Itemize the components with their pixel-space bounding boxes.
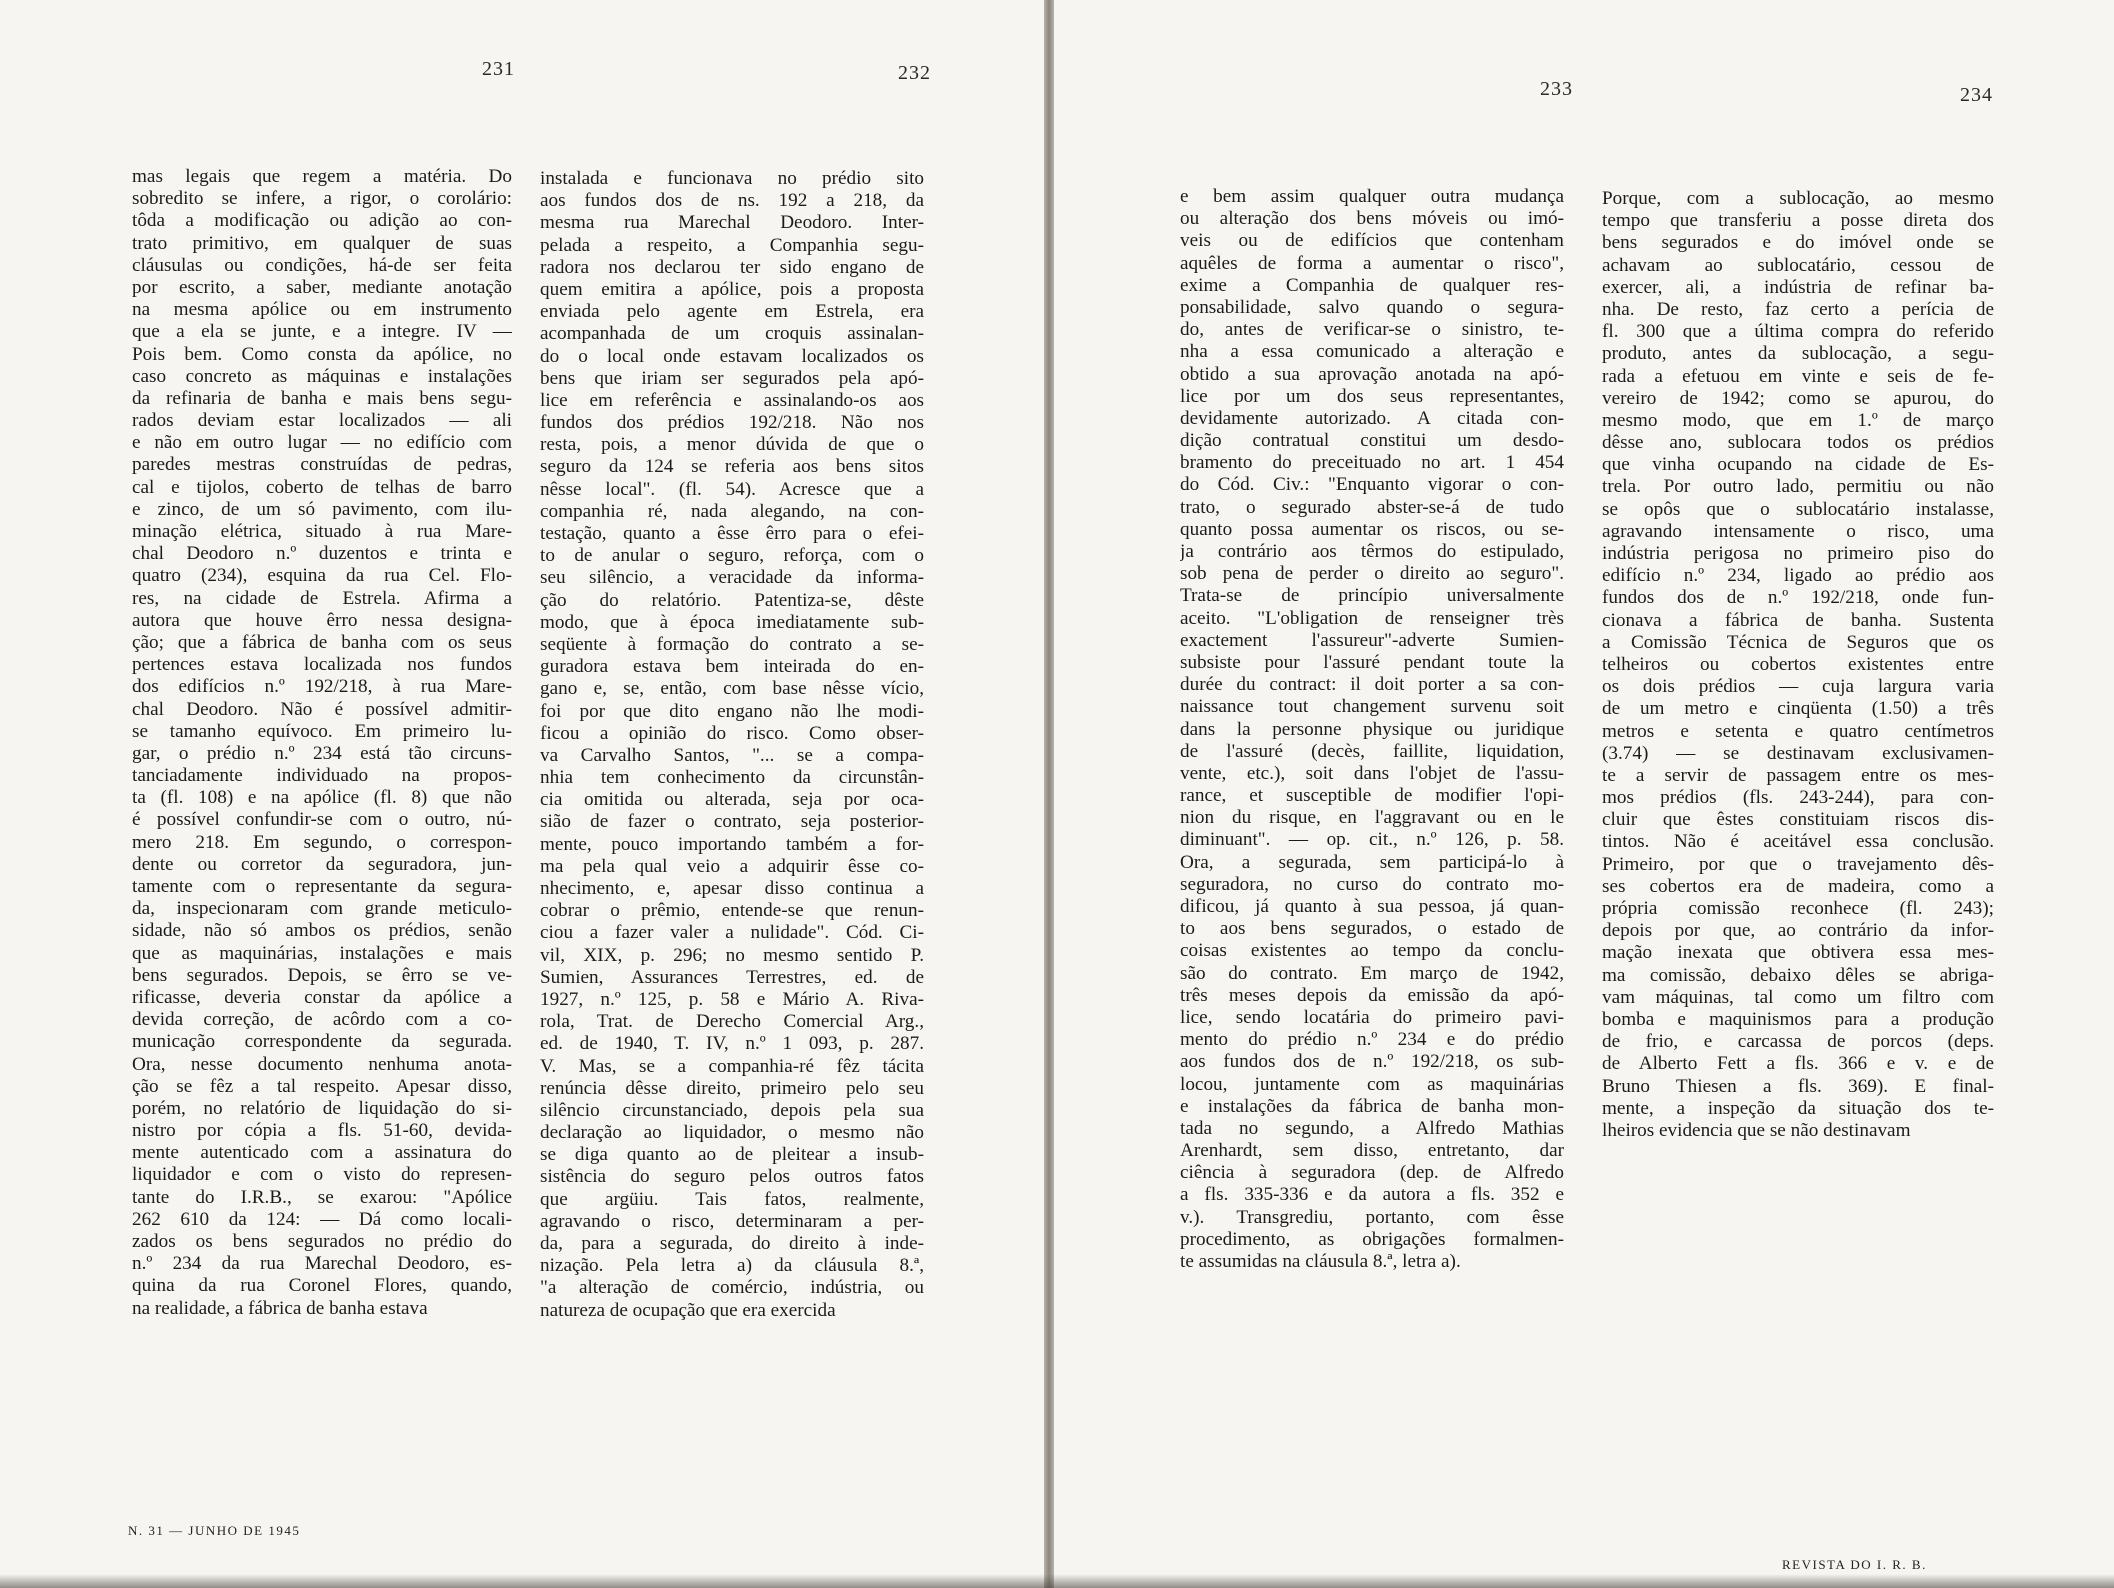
text-line: é possível confundir-se com o outro, nú- xyxy=(132,809,512,831)
text-line: municação correspondente da segurada. xyxy=(132,1031,512,1053)
text-line: dente ou corretor da seguradora, jun- xyxy=(132,853,512,875)
text-line: porém, no relatório de liquidação do si- xyxy=(132,1097,512,1119)
text-line: zados os bens segurados no prédio do xyxy=(132,1231,512,1252)
text-line: mente autenticado com a assinatura do xyxy=(132,1142,512,1164)
text-line: modo, que à época imediatamente sub- xyxy=(540,611,924,633)
text-line: ses cobertos era de madeira, como a xyxy=(1602,875,1994,897)
text-line: nha a essa comunicado a alteração e xyxy=(1180,341,1564,363)
text-line: sob pena de perder o direito ao seguro". xyxy=(1180,563,1564,585)
text-line: lice, sendo locatária do primeiro pavi- xyxy=(1180,1006,1564,1028)
column-paragraph xyxy=(1602,188,1994,1142)
text-line: pertences estava localizada nos fundos xyxy=(132,654,512,676)
text-line: "a alteração de comércio, indústria, ou xyxy=(540,1277,924,1299)
text-line: vente, etc.), soit dans l'objet de l'assu- xyxy=(1180,762,1564,784)
text-line: na realidade, a fábrica de banha estava xyxy=(132,1297,428,1319)
text-line: mento do prédio n.º 234 e do prédio xyxy=(1180,1029,1564,1051)
text-line: 1927, n.º 125, p. 58 e Mário A. Riva- xyxy=(540,988,924,1010)
text-line: devidamente autorizado. A citada con- xyxy=(1180,407,1564,429)
text-line: Porque, com a sublocação, ao mesmo xyxy=(1602,188,1994,209)
text-line: tamente com o representante da segura- xyxy=(132,876,512,897)
text-line: Sumien, Assurances Terrestres, ed. de xyxy=(540,966,924,988)
page-number-232: 232 xyxy=(898,62,931,84)
column-paragraph xyxy=(1180,186,1564,1273)
text-line: a fls. 335-336 e da autora a fls. 352 e xyxy=(1180,1184,1564,1206)
text-line: vereiro de 1942; como se apurou, do xyxy=(1602,387,1994,409)
text-line: Ora, nesse documento nenhuma anota- xyxy=(132,1053,512,1075)
text-line: lice por um dos seus representantes, xyxy=(1180,385,1564,407)
text-line: 262 610 da 124: — Dá como locali- xyxy=(132,1208,512,1230)
text-line: ja contrário aos têrmos do estipulado, xyxy=(1180,541,1564,562)
text-line: diminuant". — op. cit., n.º 126, p. 58. xyxy=(1180,829,1564,851)
text-line: mesma rua Marechal Deodoro. Inter- xyxy=(540,212,924,234)
text-line: de l'assuré (decès, faillite, liquidation, xyxy=(1180,740,1564,762)
text-line: ou alteração dos bens móveis ou imó- xyxy=(1180,208,1564,230)
text-line: subsiste pour l'assuré pendant toute la xyxy=(1180,651,1564,673)
text-line: cobrar o prêmio, entende-se que renun- xyxy=(540,900,924,922)
text-line: mero 218. Em segundo, o correspon- xyxy=(132,831,512,853)
text-line: edifício n.º 234, ligado ao prédio aos xyxy=(1602,565,1994,587)
text-column-3 xyxy=(1180,186,1564,1273)
text-line: produto, antes da sublocação, a segu- xyxy=(1602,343,1994,365)
text-line: a Comissão Técnica de Seguros que os xyxy=(1602,631,1994,653)
text-line: da, inspecionaram com grande meticulo- xyxy=(132,898,512,920)
text-line: V. Mas, se a companhia-ré fêz tácita xyxy=(540,1055,924,1077)
text-line: agravando o risco, determinaram a per- xyxy=(540,1210,924,1232)
text-line: nha. De resto, faz certo a perícia de xyxy=(1602,298,1994,320)
text-line: Ora, a segurada, sem participá-lo à xyxy=(1180,851,1564,873)
text-line: aos fundos dos de ns. 192 a 218, da xyxy=(540,190,924,212)
text-line: seu silêncio, a veracidade da informa- xyxy=(540,567,924,589)
text-line: minação elétrica, situado à rua Mare- xyxy=(132,521,512,542)
text-line: telheiros ou cobertos existentes entre xyxy=(1602,653,1994,675)
text-line: mação inexata que obtivera essa mes- xyxy=(1602,942,1994,964)
text-line: lice em referência e assinalando-os aos xyxy=(540,389,924,411)
text-line: achavam ao sublocatário, cessou de xyxy=(1602,254,1994,276)
text-line: da refinaria de banha e mais bens segu- xyxy=(132,387,512,409)
text-line: cláusulas ou condições, há-de ser feita xyxy=(132,254,512,276)
text-line: se opôs que o sublocatário instalasse, xyxy=(1602,498,1994,520)
text-line: vil, XIX, p. 296; no mesmo sentido P. xyxy=(540,944,924,966)
page-number-231: 231 xyxy=(482,58,515,80)
text-line: vam máquinas, tal como um filtro com xyxy=(1602,986,1994,1008)
text-line: declaração ao liquidador, o mesmo não xyxy=(540,1122,924,1144)
page-number-233: 233 xyxy=(1540,78,1573,100)
bottom-edge-shadow xyxy=(0,1574,2114,1588)
text-line: ed. de 1940, T. IV, n.º 1 093, p. 287. xyxy=(540,1033,924,1055)
text-line: na mesma apólice ou em instrumento xyxy=(132,299,512,321)
text-line: bens segurados. Depois, se êrro se ve- xyxy=(132,964,512,986)
text-line: rola, Trat. de Derecho Comercial Arg., xyxy=(540,1011,924,1033)
text-line: durée du contract: il doit porter a sa con- xyxy=(1180,674,1564,696)
text-line: trato primitivo, em qualquer de suas xyxy=(132,232,512,254)
text-line: trato, o segurado abster-se-á de tudo xyxy=(1180,496,1564,518)
text-line: dificou, já quanto à sua pessoa, já quan- xyxy=(1180,896,1564,917)
text-line: agravando intensamente o risco, uma xyxy=(1602,520,1994,542)
text-line: ponsabilidade, salvo quando o segura- xyxy=(1180,296,1564,318)
text-line: radora nos declarou ter sido engano de xyxy=(540,256,924,278)
text-column-2 xyxy=(540,168,924,1322)
text-line: ma pela qual veio a adquirir êsse co- xyxy=(540,855,924,877)
text-line: sistência do seguro pelos outros fatos xyxy=(540,1166,924,1188)
page-gutter xyxy=(1044,0,1054,1588)
text-line: seqüente à formação do contrato a se- xyxy=(540,633,924,655)
column-paragraph xyxy=(540,168,924,1322)
footer-journal: REVISTA DO I. R. B. xyxy=(1782,1557,1927,1572)
text-line: sidade, não só ambos os prédios, senão xyxy=(132,920,512,942)
text-line: Trata-se de princípio universalmente xyxy=(1180,585,1564,607)
text-line: dêsse ano, sublocara todos os prédios xyxy=(1602,432,1994,454)
text-line: rance, et susceptible de modifier l'opi- xyxy=(1180,785,1564,807)
text-line: bens que iriam ser segurados pela apó- xyxy=(540,367,924,389)
text-line: os dois prédios — cuja largura varia xyxy=(1602,676,1994,698)
text-line: aquêles de forma a aumentar o risco", xyxy=(1180,252,1564,274)
text-line: rada a efetuou em vinte e seis de fe- xyxy=(1602,365,1994,387)
text-line: metros e setenta e quatro centímetros xyxy=(1602,720,1994,742)
text-line: quatro (234), esquina da rua Cel. Flo- xyxy=(132,565,512,587)
text-line: de frio, e carcassa de porcos (deps. xyxy=(1602,1031,1994,1053)
text-line: nização. Pela letra a) da cláusula 8.ª, xyxy=(540,1255,924,1277)
text-line: trela. Por outro lado, permitiu ou não xyxy=(1602,476,1994,498)
text-line: aos fundos dos de n.º 192/218, os sub- xyxy=(1180,1051,1564,1073)
text-line: tante do I.R.B., se exarou: "Apólice xyxy=(132,1186,512,1208)
text-line: chal Deodoro. Não é possível admitir- xyxy=(132,698,512,720)
text-line: foi por que dito engano não lhe modi- xyxy=(540,700,924,722)
text-line: te a servir de passagem entre os mes- xyxy=(1602,764,1994,786)
text-line: devida correção, de acôrdo com a co- xyxy=(132,1009,512,1031)
text-line: ficou a opinião do risco. Como obser- xyxy=(540,722,924,744)
text-line: to aos bens segurados, o estado de xyxy=(1180,918,1564,940)
text-line: do o local onde estavam localizados os xyxy=(540,345,924,367)
text-line: exercer, ali, a indústria de refinar ba- xyxy=(1602,276,1994,298)
text-line: indústria perigosa no primeiro piso do xyxy=(1602,543,1994,564)
text-line: lheiros evidencia que se não destinavam xyxy=(1602,1119,1911,1141)
text-line: ção se fêz a tal respeito. Apesar disso, xyxy=(132,1075,512,1097)
text-line: autora que houve êrro nessa designa- xyxy=(132,609,512,631)
text-line: dição contratual constitui um desdo- xyxy=(1180,430,1564,452)
text-line: nhia tem conhecimento da circunstân- xyxy=(540,767,924,789)
text-line: fundos dos prédios 192/218. Não nos xyxy=(540,412,924,434)
text-line: depois por que, ao contrário da infor- xyxy=(1602,920,1994,942)
text-line: obtido a sua aprovação anotada na apó- xyxy=(1180,363,1564,385)
text-line: v.). Transgrediu, portanto, com êsse xyxy=(1180,1206,1564,1228)
text-line: n.º 234 da rua Marechal Deodoro, es- xyxy=(132,1253,512,1275)
text-line: tôda a modificação ou adição ao con- xyxy=(132,210,512,232)
text-line: ciou a fazer valer a nulidade". Cód. Ci- xyxy=(540,922,924,944)
text-line: companhia ré, nada alegando, na con- xyxy=(540,500,924,522)
text-line: renúncia dêsse direito, primeiro pelo seu xyxy=(540,1077,924,1099)
text-line: própria comissão reconhece (fl. 243); xyxy=(1602,898,1994,919)
text-line: resta, pois, a menor dúvida de que o xyxy=(540,434,924,456)
text-line: de um metro e cinqüenta (1.50) a três xyxy=(1602,698,1994,720)
text-line: e zinco, de um só pavimento, com ilu- xyxy=(132,498,512,520)
text-line: procedimento, as obrigações formalmen- xyxy=(1180,1228,1564,1250)
text-line: pelada a respeito, a Companhia segu- xyxy=(540,234,924,256)
text-line: res, na cidade de Estrela. Afirma a xyxy=(132,587,512,609)
text-line: se tamanho equívoco. Em primeiro lu- xyxy=(132,720,512,742)
text-line: cluir que êstes constituiam riscos dis- xyxy=(1602,809,1994,831)
text-line: veis ou de edifícios que contenham xyxy=(1180,230,1564,252)
text-line: seguro da 124 se referia aos bens sitos xyxy=(540,456,924,478)
text-line: e bem assim qualquer outra mudança xyxy=(1180,186,1564,207)
text-line: aceito. "L'obligation de renseigner très xyxy=(1180,607,1564,629)
text-line: instalada e funcionava no prédio sito xyxy=(540,168,924,189)
text-line: tempo que transferiu a posse direta dos xyxy=(1602,210,1994,232)
text-line: cionava a fábrica de banha. Sustenta xyxy=(1602,609,1994,631)
text-line: caso concreto as máquinas e instalações xyxy=(132,365,512,387)
text-line: naissance tout changement survenu soit xyxy=(1180,696,1564,718)
text-line: cia omitida ou alterada, seja por oca- xyxy=(540,789,924,811)
text-line: tintos. Não é aceitável essa conclusão. xyxy=(1602,831,1994,853)
text-line: gar, o prédio n.º 234 está tão circuns- xyxy=(132,742,512,764)
text-line: bomba e maquinismos para a produção xyxy=(1602,1008,1994,1030)
text-line: mesmo modo, que em 1.º de março xyxy=(1602,409,1994,431)
page-number-234: 234 xyxy=(1960,84,1993,106)
footer-issue: N. 31 — JUNHO DE 1945 xyxy=(128,1523,301,1538)
text-line: coisas existentes ao tempo da conclu- xyxy=(1180,940,1564,962)
text-line: va Carvalho Santos, "... se a compa- xyxy=(540,744,924,766)
text-line: ta (fl. 108) e na apólice (fl. 8) que não xyxy=(132,787,512,809)
text-line: são do contrato. Em março de 1942, xyxy=(1180,962,1564,984)
text-line: fl. 300 que a última compra do referido xyxy=(1602,321,1994,343)
text-line: três meses depois da emissão da apó- xyxy=(1180,984,1564,1006)
text-line: enviada pelo agente em Estrela, era xyxy=(540,301,924,323)
text-line: mente, a inspeção da situação dos te- xyxy=(1602,1097,1994,1119)
text-line: que as maquinárias, instalações e mais xyxy=(132,942,512,964)
text-line: ma comissão, debaixo dêles se abriga- xyxy=(1602,964,1994,986)
text-line: ção do relatório. Patentiza-se, dêste xyxy=(540,589,924,611)
text-line: do, antes de verificar-se o sinistro, te- xyxy=(1180,319,1564,341)
text-line: bens segurados e do imóvel onde se xyxy=(1602,232,1994,254)
text-line: que a ela se junte, e a integre. IV — xyxy=(132,321,512,343)
text-line: mas legais que regem a matéria. Do xyxy=(132,166,512,187)
text-line: Primeiro, por que o travejamento dês- xyxy=(1602,853,1994,875)
text-line: ção; que a fábrica de banha com os seus xyxy=(132,631,512,653)
text-line: liquidador e com o visto do represen- xyxy=(132,1164,512,1186)
text-line: de Alberto Fett a fls. 366 e v. e de xyxy=(1602,1053,1994,1075)
text-line: (3.74) — se destinavam exclusivamen- xyxy=(1602,742,1994,764)
text-line: sobredito se infere, a rigor, o corolário: xyxy=(132,188,512,210)
text-line: nion du risque, en l'aggravant ou en le xyxy=(1180,807,1564,829)
text-line: exime a Companhia de qualquer res- xyxy=(1180,274,1564,296)
text-line: e não em outro lugar — no edifício com xyxy=(132,432,512,454)
text-line: Bruno Thiesen a fls. 369). E final- xyxy=(1602,1075,1994,1097)
text-line: da, para a segurada, do direito à inde- xyxy=(540,1233,924,1254)
text-line: locou, juntamente com as maquinárias xyxy=(1180,1073,1564,1095)
text-line: dans la personne physique ou juridique xyxy=(1180,718,1564,740)
text-column-1 xyxy=(132,166,512,1320)
text-line: exactement l'assureur"-adverte Sumien- xyxy=(1180,629,1564,651)
text-line: mos prédios (fls. 243-244), para con- xyxy=(1602,787,1994,809)
text-line: cal e tijolos, coberto de telhas de barro xyxy=(132,476,512,498)
text-line: rados deviam estar localizados — ali xyxy=(132,410,512,432)
text-line: te assumidas na cláusula 8.ª, letra a). xyxy=(1180,1251,1461,1272)
text-line: to de anular o seguro, reforça, com o xyxy=(540,545,924,567)
text-line: nistro por cópia a fls. 51-60, devida- xyxy=(132,1120,512,1142)
text-line: rificasse, deveria constar da apólice a xyxy=(132,986,512,1008)
text-line: natureza de ocupação que era exercida xyxy=(540,1299,836,1321)
text-line: acompanhada de um croquis assinalan- xyxy=(540,323,924,345)
text-line: testação, quanto a êsse êrro para o efei- xyxy=(540,523,924,544)
text-line: tada no segundo, a Alfredo Mathias xyxy=(1180,1117,1564,1139)
right-page xyxy=(1054,0,2114,1588)
text-line: quina da rua Coronel Flores, quando, xyxy=(132,1275,512,1297)
left-page xyxy=(0,0,1044,1588)
text-line: Arenhardt, sem disso, entretanto, dar xyxy=(1180,1140,1564,1162)
text-line: quem emitira a apólice, pois a proposta xyxy=(540,278,924,300)
text-line: nhecimento, e, apesar disso continua a xyxy=(540,878,924,899)
text-column-4 xyxy=(1602,188,1994,1142)
text-line: quanto possa aumentar os riscos, ou se- xyxy=(1180,518,1564,540)
text-line: guradora estava bem inteirada do en- xyxy=(540,656,924,678)
text-line: mente, pouco importando também a for- xyxy=(540,833,924,855)
text-line: paredes mestras construídas de pedras, xyxy=(132,454,512,476)
text-line: e instalações da fábrica de banha mon- xyxy=(1180,1095,1564,1117)
text-line: gano e, se, então, com base nêsse vício, xyxy=(540,678,924,700)
text-line: fundos dos de n.º 192/218, onde fun- xyxy=(1602,587,1994,609)
text-line: silêncio circunstanciado, depois pela sua xyxy=(540,1099,924,1121)
text-line: bramento do preceituado no art. 1 454 xyxy=(1180,452,1564,474)
text-line: dos edifícios n.º 192/218, à rua Mare- xyxy=(132,676,512,698)
text-line: do Cód. Civ.: "Enquanto vigorar o con- xyxy=(1180,474,1564,496)
text-line: que vinha ocupando na cidade de Es- xyxy=(1602,454,1994,476)
text-line: que argüiu. Tais fatos, realmente, xyxy=(540,1188,924,1210)
text-line: se diga quanto ao de pleitear a insub- xyxy=(540,1144,924,1166)
text-line: tanciadamente individuado na propos- xyxy=(132,765,512,787)
column-paragraph xyxy=(132,166,512,1320)
text-line: chal Deodoro n.º duzentos e trinta e xyxy=(132,543,512,565)
text-line: sião de fazer o contrato, seja posterior- xyxy=(540,811,924,833)
text-line: Pois bem. Como consta da apólice, no xyxy=(132,343,512,365)
text-line: ciência à seguradora (dep. de Alfredo xyxy=(1180,1162,1564,1184)
text-line: nêsse local". (fl. 54). Acresce que a xyxy=(540,478,924,500)
text-line: seguradora, no curso do contrato mo- xyxy=(1180,873,1564,895)
text-line: por escrito, a saber, mediante anotação xyxy=(132,276,512,298)
